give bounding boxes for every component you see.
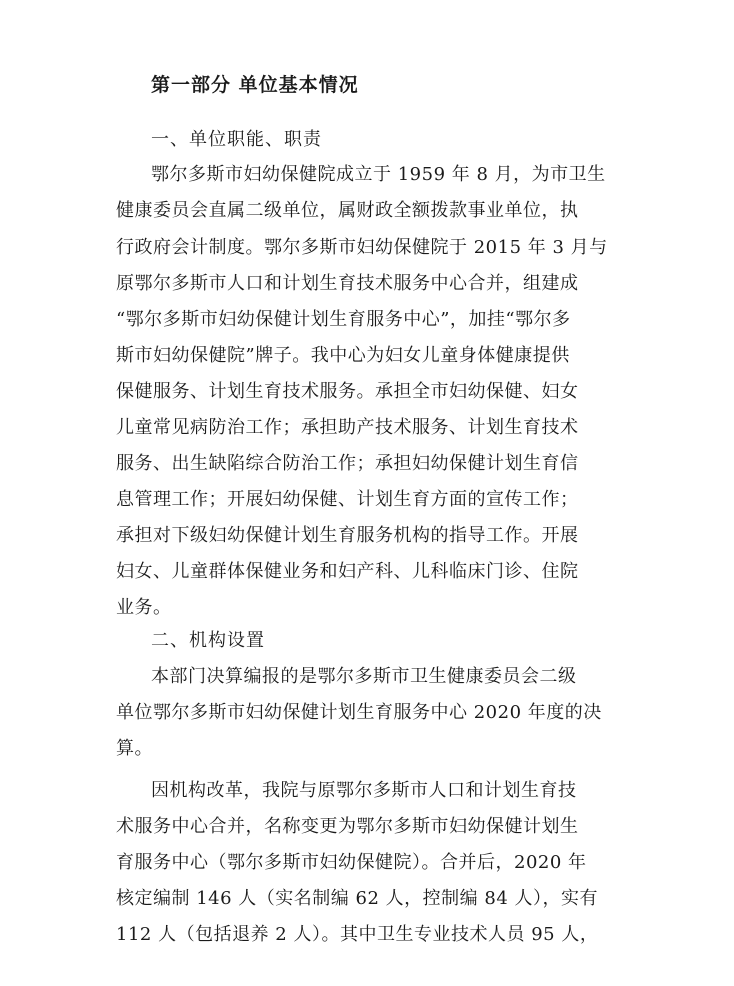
paragraph-line: 算。 [116,738,153,759]
paragraph-line: 息管理工作；开展妇幼保健、计划生育方面的宣传工作； [116,489,579,510]
paragraph-line: 原鄂尔多斯市人口和计划生育技术服务中心合并，组建成 [116,273,579,294]
paragraph-line: 育服务中心（鄂尔多斯市妇幼保健院）。合并后，2020 年 [116,852,587,873]
paragraph-line: 术服务中心合并，名称变更为鄂尔多斯市妇幼保健计划生 [116,816,579,837]
paragraph-line: 服务、出生缺陷综合防治工作；承担妇幼保健计划生育信 [116,453,579,474]
paragraph-line: 核定编制 146 人（实名制编 62 人，控制编 84 人），实有 [116,888,598,909]
paragraph-line: 鄂尔多斯市妇幼保健院成立于 1959 年 8 月，为市卫生 [151,164,606,185]
paragraph-line: 行政府会计制度。鄂尔多斯市妇幼保健院于 2015 年 3 月与 [116,237,608,258]
paragraph-line: “鄂尔多斯市妇幼保健计划生育服务中心”，加挂“鄂尔多 [116,309,571,330]
paragraph-line: 健康委员会直属二级单位，属财政全额拨款事业单位，执 [116,200,579,221]
paragraph-line: 112 人（包括退养 2 人）。其中卫生专业技术人员 95 人， [116,924,599,945]
paragraph-line: 儿童常见病防治工作；承担助产技术服务、计划生育技术 [116,417,579,438]
section-heading-functions: 一、单位职能、职责 [151,129,322,150]
paragraph-line: 业务。 [116,597,172,618]
paragraph-line: 单位鄂尔多斯市妇幼保健计划生育服务中心 2020 年度的决 [116,702,602,723]
paragraph-line: 因机构改革，我院与原鄂尔多斯市人口和计划生育技 [151,780,577,801]
paragraph-line: 斯市妇幼保健院”牌子。我中心为妇女儿童身体健康提供 [116,345,570,366]
document-title: 第一部分 单位基本情况 [151,74,359,96]
paragraph-line: 承担对下级妇幼保健计划生育服务机构的指导工作。开展 [116,525,579,546]
paragraph-line: 本部门决算编报的是鄂尔多斯市卫生健康委员会二级 [151,666,577,687]
section-heading-organization: 二、机构设置 [151,630,265,651]
paragraph-line: 妇女、儿童群体保健业务和妇产科、儿科临床门诊、住院 [116,561,579,582]
paragraph-line: 保健服务、计划生育技术服务。承担全市妇幼保健、妇女 [116,381,579,402]
